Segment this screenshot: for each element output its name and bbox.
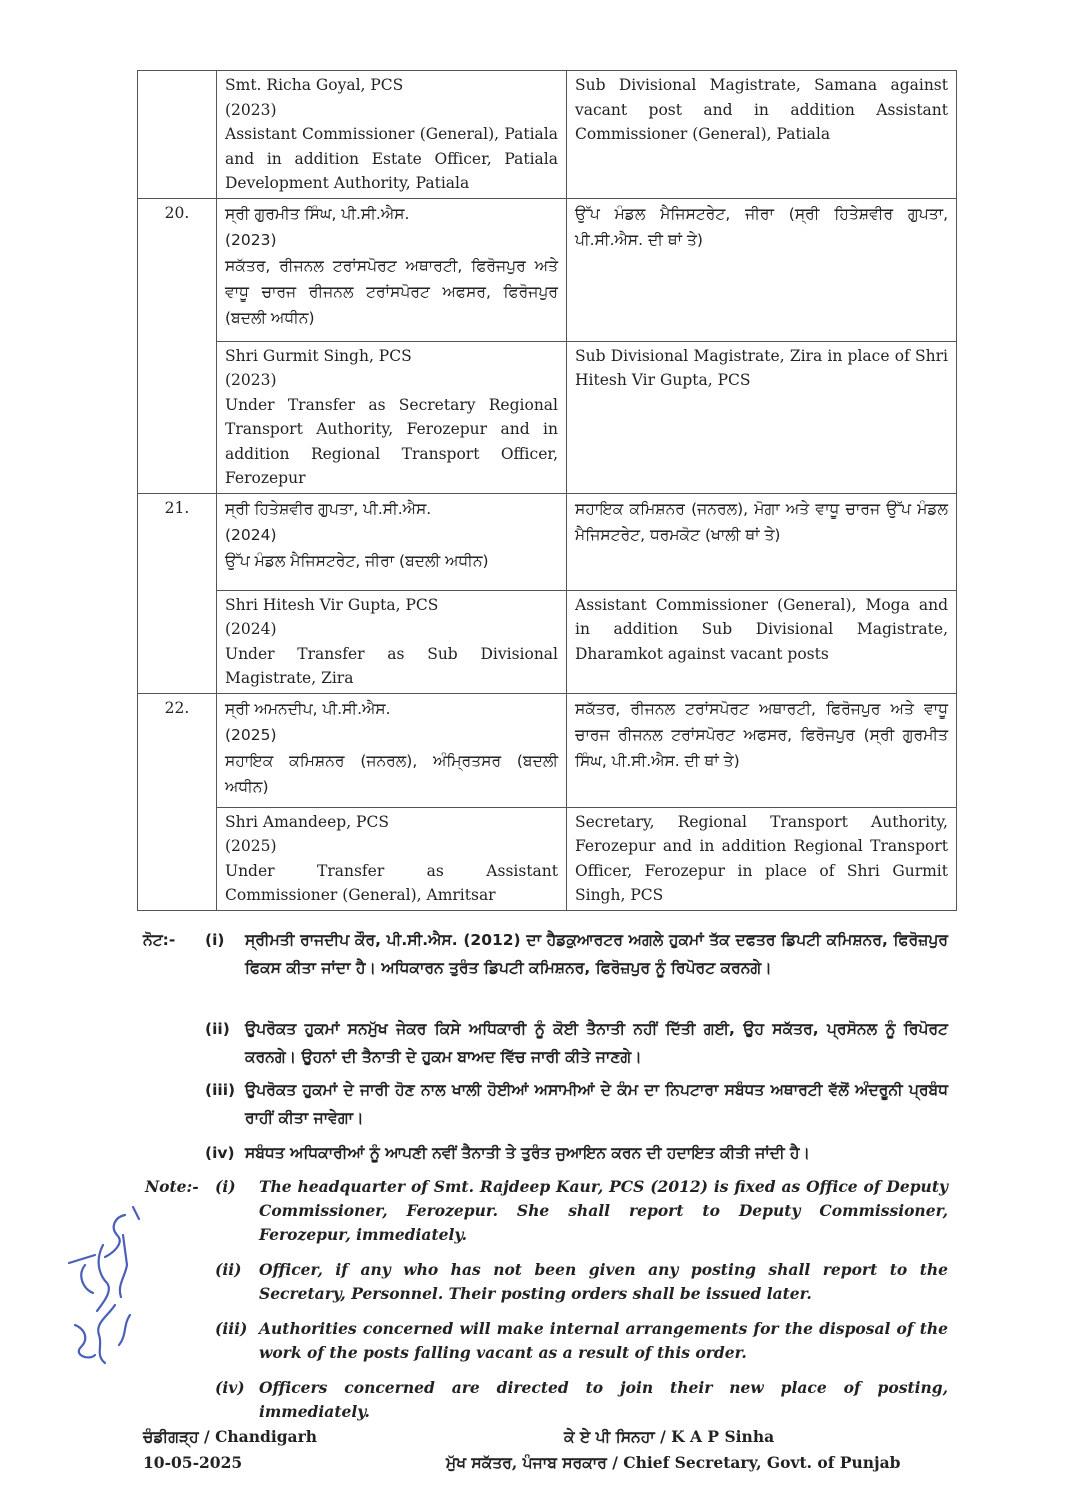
note-number: (ii) [215,1260,242,1279]
table-row [138,341,957,493]
officer-batch: (2025) [225,725,277,744]
note-text: ਸ੍ਰੀਮਤੀ ਰਾਜਦੀਪ ਕੌਰ, ਪੀ.ਸੀ.ਐਸ. (2012) ਦਾ ਹੈਡਕੁਆਰਟਰ ਅਗਲੇ ਹੁਕਮਾਂ ਤੱਕ ਦਫਤਰ ਡਿਪਟੀ ਕਮਿਸ਼ਨਰ, ਫਿਰੋਜ਼ਪੁਰ ਫਿਕਸ ਕੀਤਾ ਜਾਂਦਾ ਹੈ। ਅਧਿਕਾਰਨ ਤੁਰੰਤ ਡਿਪਟੀ ਕਮਿਸ਼ਨਰ, ਫਿਰੋਜ਼ਪੁਰ ਨੂੰ ਰਿਪੋਰਟ ਕਰਨਗੇ। [245,931,948,977]
officer-batch: (2023) [225,100,277,119]
new-posting-cell-punjabi: ਸਕੱਤਰ, ਰੀਜਨਲ ਟਰਾਂਸਪੋਰਟ ਅਥਾਰਟੀ, ਫਿਰੋਜਪੁਰ ਅਤੇ ਵਾਧੂ ਚਾਰਜ ਰੀਜਨਲ ਟਰਾਂਸਪੋਰਟ ਅਫਸਰ, ਫਿਰੋਜਪੁਰ (ਸ੍ਰੀ ਗੁਰਮੀਤ ਸਿੰਘ, ਪੀ.ਸੀ.ਐਸ. ਦੀ ਥਾਂ ਤੇ) [567,693,957,807]
note-number: (iii) [215,1319,248,1338]
officer-current-posting: Under Transfer as Secretary Regional Transport Authority, Ferozepur and in addition Regional Transport Officer, Ferozepur [225,395,558,487]
officer-current-posting: ਸਕੱਤਰ, ਰੀਜਨਲ ਟਰਾਂਸਪੋਰਟ ਅਥਾਰਟੀ, ਫਿਰੋਜਪੁਰ ਅਤੇ ਵਾਧੂ ਚਾਰਜ ਰੀਜਨਲ ਟਰਾਂਸਪੋਰਟ ਅਫਸਰ, ਫਿਰੋਜਪੁਰ (ਬਦਲੀ ਅਧੀਨ) [225,256,558,327]
officer-cell [217,341,567,493]
officer-cell [217,590,567,693]
note-item [205,1139,965,1167]
new-posting-cell: Sub Divisional Magistrate, Samana against vacant post and in addition Assistant Commissioner (General), Patiala [567,71,957,199]
officer-cell [217,71,567,199]
officer-cell-punjabi [217,493,567,590]
note-text: Officer, if any who has not been given any posting shall report to the Secretary, Personnel. Their posting orders shall be issued later. [259,1260,948,1303]
officer-name: Shri Gurmit Singh, PCS [225,346,412,365]
note-label: ਨੋਟ:- [143,931,176,949]
note-item [143,926,948,982]
serial-number [138,71,217,199]
officer-name: ਸ੍ਰੀ ਗੁਰਮੀਤ ਸਿੰਘ, ਪੀ.ਸੀ.ਐਸ. [225,204,410,223]
officer-current-posting: Under Transfer as Assistant Commissioner (General), Amritsar [225,861,558,904]
table-row [138,807,957,910]
officer-current-posting: ਉੱਪ ਮੰਡਲ ਮੈਜਿਸਟਰੇਟ, ਜੀਰਾ (ਬਦਲੀ ਅਧੀਨ) [225,551,489,570]
note-number: (iv) [205,1144,235,1162]
officer-name: Shri Hitesh Vir Gupta, PCS [225,595,439,614]
officer-batch: (2025) [225,837,277,855]
note-item [215,1258,948,1306]
note-item [205,1076,948,1132]
transfer-table [137,70,957,911]
handwritten-signature [55,1205,145,1375]
serial-number: 21. [138,493,217,693]
signatory-name: ਕੇ ਏ ਪੀ ਸਿਨਹਾ / K A P Sinha [564,1427,775,1446]
note-text: The headquarter of Smt. Rajdeep Kaur, PCS (2012) is fixed as Office of Deputy Commissioner, Ferozepur. She shall report to Deputy Commissioner, Ferozepur, immediately. [259,1177,948,1244]
note-number: (i) [215,1177,236,1196]
officer-current-posting: ਸਹਾਇਕ ਕਮਿਸ਼ਨਰ (ਜਨਰਲ), ਅੰਮ੍ਰਿਤਸਰ (ਬਦਲੀ ਅਧੀਨ) [225,751,558,796]
new-posting-cell: Sub Divisional Magistrate, Zira in place of Shri Hitesh Vir Gupta, PCS [567,341,957,493]
table-row [138,493,957,590]
note-number: (iii) [205,1081,236,1099]
officer-name: Smt. Richa Goyal, PCS [225,76,404,94]
note-label: Note:- [145,1177,199,1196]
note-text: ਸਬੰਧਤ ਅਧਿਕਾਰੀਆਂ ਨੂੰ ਆਪਣੀ ਨਵੀਂ ਤੈਨਾਤੀ ਤੇ ਤੁਰੰਤ ਜੁਆਇਨ ਕਰਨ ਦੀ ਹਦਾਇਤ ਕੀਤੀ ਜਾਂਦੀ ਹੈ। [245,1144,811,1162]
note-text: Officers concerned are directed to join their new place of posting, immediately. [259,1378,948,1421]
table-row [138,198,957,341]
note-number: (i) [205,931,225,949]
officer-name: ਸ੍ਰੀ ਅਮਨਦੀਪ, ਪੀ.ਸੀ.ਐਸ. [225,699,391,718]
officer-batch: (2024) [225,525,277,544]
serial-number: 20. [138,198,217,493]
note-number: (iv) [215,1378,245,1397]
note-text: ਉਪਰੋਕਤ ਹੁਕਮਾਂ ਦੇ ਜਾਰੀ ਹੋਣ ਨਾਲ ਖਾਲੀ ਹੋਈਆਂ ਅਸਾਮੀਆਂ ਦੇ ਕੰਮ ਦਾ ਨਿਪਟਾਰਾ ਸਬੰਧਤ ਅਥਾਰਟੀ ਵੱਲੋਂ ਅੰਦਰੂਨੀ ਪ੍ਰਬੰਧ ਰਾਹੀਂ ਕੀਤਾ ਜਾਵੇਗਾ। [245,1081,948,1127]
note-text: Authorities concerned will make internal arrangements for the disposal of the work of the posts falling vacant as a result of this order. [259,1319,948,1362]
issue-place: ਚੰਡੀਗੜ੍ਹ / Chandigarh [143,1427,318,1446]
officer-batch: (2024) [225,620,277,638]
new-posting-cell-punjabi: ਸਹਾਇਕ ਕਮਿਸ਼ਨਰ (ਜਨਰਲ), ਮੋਗਾ ਅਤੇ ਵਾਧੂ ਚਾਰਜ ਉੱਪ ਮੰਡਲ ਮੈਜਿਸਟਰੇਟ, ਧਰਮਕੋਟ (ਖਾਲੀ ਥਾਂ ਤੇ) [567,493,957,590]
table-row [138,693,957,807]
new-posting-cell: Assistant Commissioner (General), Moga and in addition Sub Divisional Magistrate, Dharamkot against vacant posts [567,590,957,693]
table-row [138,590,957,693]
new-posting-cell-punjabi: ਉੱਪ ਮੰਡਲ ਮੈਜਿਸਟਰੇਟ, ਜੀਰਾ (ਸ੍ਰੀ ਹਿਤੇਸ਼ਵੀਰ ਗੁਪਤਾ, ਪੀ.ਸੀ.ਐਸ. ਦੀ ਥਾਂ ਤੇ) [567,198,957,341]
note-item [145,1175,948,1247]
officer-name: Shri Amandeep, PCS [225,812,389,831]
officer-cell [217,807,567,910]
officer-batch: (2023) [225,371,277,389]
new-posting-cell: Secretary, Regional Transport Authority, Ferozepur and in addition Regional Transport Officer, Ferozepur in place of Shri Gurmit Singh, PCS [567,807,957,910]
officer-current-posting: Assistant Commissioner (General), Patiala and in addition Estate Officer, Patiala Development Authority, Patiala [225,125,558,192]
officer-batch: (2023) [225,230,277,249]
officer-cell-punjabi [217,693,567,807]
note-item [215,1317,948,1365]
note-number: (ii) [205,1020,230,1038]
note-text: ਉਪਰੋਕਤ ਹੁਕਮਾਂ ਸਨਮੁੱਖ ਜੇਕਰ ਕਿਸੇ ਅਧਿਕਾਰੀ ਨੂੰ ਕੋਈ ਤੈਨਾਤੀ ਨਹੀਂ ਦਿੱਤੀ ਗਈ, ਉਹ ਸਕੱਤਰ, ਪ੍ਰਸੋਨਲ ਨੂੰ ਰਿਪੋਰਟ ਕਰਨਗੇ। ਉਹਨਾਂ ਦੀ ਤੈਨਾਤੀ ਦੇ ਹੁਕਮ ਬਾਅਦ ਵਿੱਚ ਜਾਰੀ ਕੀਤੇ ਜਾਣਗੇ। [245,1020,948,1066]
note-item [205,1015,948,1071]
officer-current-posting: Under Transfer as Sub Divisional Magistrate, Zira [225,644,558,687]
issue-date: 10-05-2025 [143,1453,243,1472]
note-item [215,1376,948,1424]
officer-cell-punjabi [217,198,567,341]
officer-name: ਸ੍ਰੀ ਹਿਤੇਸ਼ਵੀਰ ਗੁਪਤਾ, ਪੀ.ਸੀ.ਐਸ. [225,499,432,518]
serial-number: 22. [138,693,217,910]
table-row [138,71,957,199]
signatory-designation: ਮੁੱਖ ਸਕੱਤਰ, ਪੰਜਾਬ ਸਰਕਾਰ / Chief Secretary, Govt. of Punjab [446,1453,901,1472]
